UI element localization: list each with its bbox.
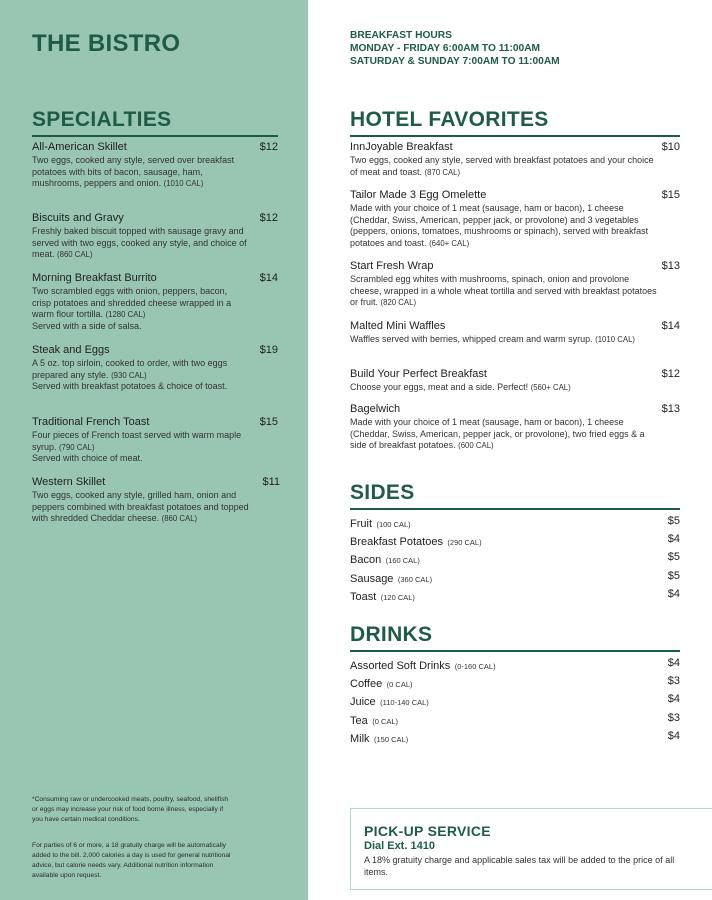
side-item — [350, 569, 680, 585]
item-name: Steak and Eggs — [32, 344, 110, 356]
item-note: Served with breakfast potatoes & choice of toast. — [32, 381, 228, 392]
item-name: Traditional French Toast — [32, 416, 150, 428]
item-description: Scrambled egg whites with mushrooms, spinach, onion and provolone cheese, wrapped in a whole wheat tortilla and served with breakfast potatoes or fruit. (820 CAL) — [350, 274, 657, 308]
item-price: $14 — [259, 272, 278, 284]
item-description: Freshly baked biscuit topped with sausage gravy and served with two eggs, cooked any style, and choice of meat. (860 CAL) — [32, 226, 247, 260]
specialty-item — [32, 271, 278, 332]
side-item — [350, 532, 680, 548]
item-calories: (160 CAL) — [385, 556, 420, 565]
item-calories: (860 CAL) — [57, 250, 93, 260]
drink-item — [350, 692, 680, 708]
item-price: $3 — [667, 675, 680, 687]
item-name: Tea — [350, 715, 368, 727]
item-calories: (100 CAL) — [376, 520, 411, 529]
item-name: Bagelwich — [350, 403, 401, 415]
item-price: $10 — [661, 141, 680, 153]
item-name: Start Fresh Wrap — [350, 260, 434, 272]
item-name: Biscuits and Gravy — [32, 212, 124, 224]
hours-title: BREAKFAST HOURS — [350, 30, 452, 41]
item-calories: (870 CAL) — [424, 167, 461, 177]
side-item — [350, 514, 680, 530]
drink-item — [350, 674, 680, 690]
specialty-item — [32, 415, 278, 465]
item-price: $12 — [661, 368, 680, 380]
item-description: Waffles served with berries, whipped cream and warm syrup. (1010 CAL) — [350, 334, 635, 344]
item-note: Served with choice of meat. — [32, 453, 143, 464]
item-price: $5 — [667, 551, 680, 563]
item-price: $19 — [259, 344, 278, 356]
item-calories: (930 CAL) — [111, 370, 147, 380]
drink-item — [350, 656, 680, 672]
item-description: A 5 oz. top sirloin, cooked to order, with two eggs prepared any style. (930 CAL) — [32, 358, 228, 380]
item-name: Coffee — [350, 678, 383, 690]
side-item — [350, 550, 680, 566]
drinks-rule — [350, 650, 680, 652]
item-price: $4 — [667, 588, 680, 600]
sides-title: SIDES — [350, 481, 415, 504]
item-description: Choose your eggs, meat and a side. Perfect! (560+ CAL) — [350, 382, 571, 392]
item-name: Fruit — [350, 518, 372, 530]
item-name: Bacon — [350, 554, 382, 566]
item-name: Sausage — [350, 573, 394, 585]
item-name: Tailor Made 3 Egg Omelette — [350, 189, 487, 201]
item-calories: (0 CAL) — [386, 680, 413, 689]
item-name: All-American Skillet — [32, 141, 127, 153]
item-price: $4 — [667, 693, 680, 705]
item-price: $14 — [661, 320, 680, 332]
specialty-item — [32, 211, 278, 261]
specialty-item — [32, 140, 278, 190]
item-price: $15 — [259, 416, 278, 428]
pickup-service-box — [350, 808, 712, 890]
item-calories: (0-160 CAL) — [454, 662, 496, 671]
item-name: Western Skillet — [32, 476, 106, 488]
item-calories: (640+ CAL) — [429, 238, 470, 248]
item-price: $4 — [667, 657, 680, 669]
item-name: Build Your Perfect Breakfast — [350, 368, 487, 380]
item-description: Two eggs, cooked any style, grilled ham, onion and peppers combined with breakfast potatoes and topped with shredded Cheddar cheese. (860 CAL) — [32, 490, 249, 524]
favorite-item — [350, 319, 680, 346]
item-calories: (860 CAL) — [161, 514, 198, 524]
item-price: $5 — [667, 570, 680, 582]
pickup-title: PICK-UP SERVICE — [364, 823, 491, 839]
hours-weekday: MONDAY - FRIDAY 6:00AM TO 11:00AM — [350, 43, 541, 54]
item-name: Milk — [350, 733, 370, 745]
item-price: $11 — [262, 476, 280, 488]
breakfast-hours — [350, 29, 560, 68]
item-calories: (290 CAL) — [447, 538, 482, 547]
item-name: Malted Mini Waffles — [350, 320, 446, 332]
favorite-item — [350, 402, 680, 452]
item-calories: (110-140 CAL) — [380, 698, 429, 707]
favorite-item — [350, 140, 680, 178]
item-calories: (1010 CAL) — [595, 335, 635, 344]
item-price: $15 — [661, 189, 680, 201]
hours-weekend: SATURDAY & SUNDAY 7:00AM TO 11:00AM — [350, 56, 560, 67]
item-price: $12 — [259, 141, 278, 153]
item-price: $4 — [667, 533, 680, 545]
item-price: $3 — [667, 712, 680, 724]
drink-item — [350, 711, 680, 727]
item-calories: (360 CAL) — [397, 575, 433, 584]
sides-rule — [350, 508, 680, 510]
item-price: $13 — [661, 260, 680, 272]
favorite-item — [350, 367, 680, 394]
brand-title: THE BISTRO — [32, 30, 181, 57]
pickup-dial: Dial Ext. 1410 — [364, 840, 435, 852]
item-name: Breakfast Potatoes — [350, 536, 443, 548]
item-name: Juice — [350, 696, 376, 708]
specialties-title: SPECIALTIES — [32, 108, 172, 131]
item-calories: (1280 CAL) — [105, 310, 146, 320]
pickup-note: A 18% gratuity charge and applicable sales tax will be added to the price of all items. — [364, 855, 675, 877]
specialty-item — [32, 475, 278, 525]
drinks-title: DRINKS — [350, 623, 433, 646]
item-name: Toast — [350, 591, 377, 603]
favorite-item — [350, 259, 680, 309]
item-calories: (0 CAL) — [372, 717, 399, 726]
favorites-rule — [350, 135, 680, 137]
specialties-rule — [32, 135, 278, 137]
item-calories: (150 CAL) — [374, 735, 409, 744]
item-description: Two scrambled eggs with onion, peppers, bacon, crisp potatoes and shredded cheese wrapped in a warm flour tortilla. (1280 CAL) — [32, 286, 232, 320]
drink-item — [350, 729, 680, 745]
item-price: $4 — [667, 730, 680, 742]
favorite-item — [350, 188, 680, 249]
item-calories: (820 CAL) — [380, 298, 417, 308]
item-name: InnJoyable Breakfast — [350, 141, 453, 153]
item-price: $5 — [667, 515, 680, 527]
item-description: Made with your choice of 1 meat (sausage, ham or bacon), 1 cheese (Cheddar, Swiss, American, pepper jack, or provolone), two fried eggs & a side of breakfast potatoes. (600 CAL) — [350, 417, 645, 451]
item-price: $13 — [661, 403, 680, 415]
item-description: Made with your choice of 1 meat (sausage, ham or bacon), 1 cheese (Cheddar, Swiss, American, pepper jack, or provolone) and 3 vegetables (peppers, onions, tomatoes, mushrooms or spinach), served with breakfast potatoes and toast. (640+ CAL) — [350, 203, 649, 248]
side-item — [350, 587, 680, 603]
item-calories: (790 CAL) — [59, 442, 95, 452]
item-description: Four pieces of French toast served with warm maple syrup. (790 CAL) — [32, 430, 242, 452]
item-price: $12 — [259, 212, 278, 224]
favorites-title: HOTEL FAVORITES — [350, 108, 549, 131]
item-calories: (1010 CAL) — [163, 179, 204, 189]
consumer-advisory: *Consuming raw or undercooked meats, poultry, seafood, shellfish or eggs may increase your risk of food borne illness, especially if you have certain medical conditions. — [32, 796, 229, 823]
item-calories: (560+ CAL) — [530, 383, 571, 392]
item-calories: (600 CAL) — [458, 441, 494, 451]
item-description: Two eggs, cooked any style, served with breakfast potatoes and your choice of meat and toast. (870 CAL) — [350, 155, 654, 177]
item-name: Morning Breakfast Burrito — [32, 272, 157, 284]
item-calories: (120 CAL) — [380, 593, 415, 602]
specialty-item — [32, 343, 278, 393]
gratuity-note: For parties of 6 or more, a 18 gratuity charge will be automatically added to the bill. 2,000 calories a day is used for general nutritional advice, but calorie needs vary. Additional nutrition information available upon request. — [32, 842, 231, 879]
item-description: Two eggs, cooked any style, served over breakfast potatoes with bits of bacon, sausage, ham, mushrooms, peppers and onion. (1010 CAL) — [32, 155, 235, 189]
item-name: Assorted Soft Drinks — [350, 660, 451, 672]
item-note: Served with a side of salsa. — [32, 320, 142, 331]
